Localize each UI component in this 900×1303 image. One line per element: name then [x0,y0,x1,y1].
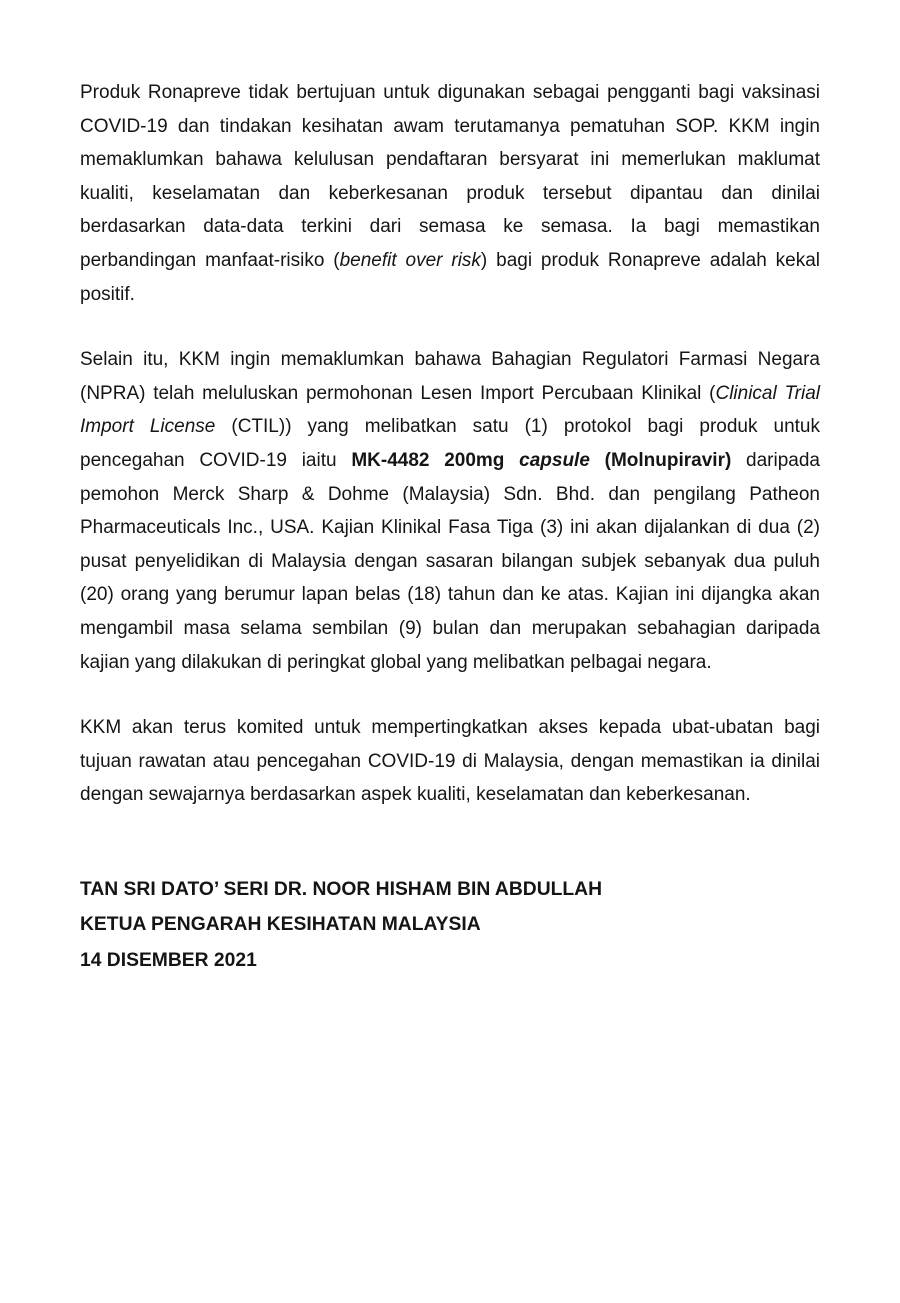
paragraph-line [80,444,820,478]
paragraph-line: pemohon Merck Sharp & Dohme (Malaysia) Sdn. Bhd. dan pengilang Patheon [80,483,820,505]
signatory-name: TAN SRI DATO’ SERI DR. NOOR HISHAM BIN ABDULLAH [80,878,603,900]
paragraph-line: KKM akan terus komited untuk mempertingkatkan akses kepada ubat-ubatan bagi [80,717,820,739]
signatory-title: KETUA PENGARAH KESIHATAN MALAYSIA [80,914,481,936]
italic-term: Clinical Trial [715,382,820,404]
paragraph-line: Selain itu, KKM ingin memaklumkan bahawa Bahagian Regulatori Farmasi Negara [80,349,820,371]
paragraph-line: mengambil masa selama sembilan (9) bulan dan merupakan sebahagian daripada [80,617,820,639]
paragraph-line [80,244,820,278]
paragraph-line: (20) orang yang berumur lapan belas (18) tahun dan ke atas. Kajian ini dijangka akan [80,584,820,606]
signature-date: 14 DISEMBER 2021 [80,949,257,971]
paragraph-commitment [80,711,820,812]
line-text: (NPRA) telah meluluskan permohonan Lesen Import Percubaan Klinikal ( [80,382,716,404]
paragraph-line: kajian yang dilakukan di peringkat global yang melibatkan pelbagai negara. [80,651,712,673]
signature-block [80,872,820,978]
line-text: perbandingan manfaat-risiko ( [80,249,340,271]
paragraph-clinical-trial-license [80,343,820,679]
paragraph-line: pusat penyelidikan di Malaysia dengan sasaran bilangan subjek sebanyak dua puluh [80,550,820,572]
line-text: pencegahan COVID-19 iaitu [80,449,352,471]
paragraph-line: positif. [80,283,135,305]
italic-term: benefit over risk [339,249,481,271]
paragraph-line: tujuan rawatan atau pencegahan COVID-19 di Malaysia, dengan memastikan ia dinilai [80,750,820,772]
line-text: (CTIL)) yang melibatkan satu (1) protokol bagi produk untuk [215,416,820,438]
bold-term: (Molnupiravir) [589,449,732,471]
paragraph-line [80,377,820,411]
bold-italic-term: capsule [519,449,590,471]
paragraph-line: Produk Ronapreve tidak bertujuan untuk digunakan sebagai pengganti bagi vaksinasi [80,82,820,103]
paragraph-line: dengan sewajarnya berdasarkan aspek kualiti, keselamatan dan keberkesanan. [80,784,751,806]
paragraph-line: memaklumkan bahawa kelulusan pendaftaran bersyarat ini memerlukan maklumat [80,149,820,171]
paragraph-ronapreve-notice [80,76,820,311]
line-text: daripada [731,449,820,471]
paragraph-line: berdasarkan data-data terkini dari semasa ke semasa. Ia bagi memastikan [80,216,820,238]
paragraph-line: COVID-19 dan tindakan kesihatan awam terutamanya pematuhan SOP. KKM ingin [80,115,820,137]
italic-term: Import License [80,416,216,438]
bold-term: MK-4482 200mg [351,449,520,471]
paragraph-line [80,410,820,444]
line-text: ) bagi produk Ronapreve adalah kekal [480,249,820,271]
paragraph-line: kualiti, keselamatan dan keberkesanan produk tersebut dipantau dan dinilai [80,182,820,204]
paragraph-line: Pharmaceuticals Inc., USA. Kajian Klinikal Fasa Tiga (3) ini akan dijalankan di dua (2) [80,517,820,539]
